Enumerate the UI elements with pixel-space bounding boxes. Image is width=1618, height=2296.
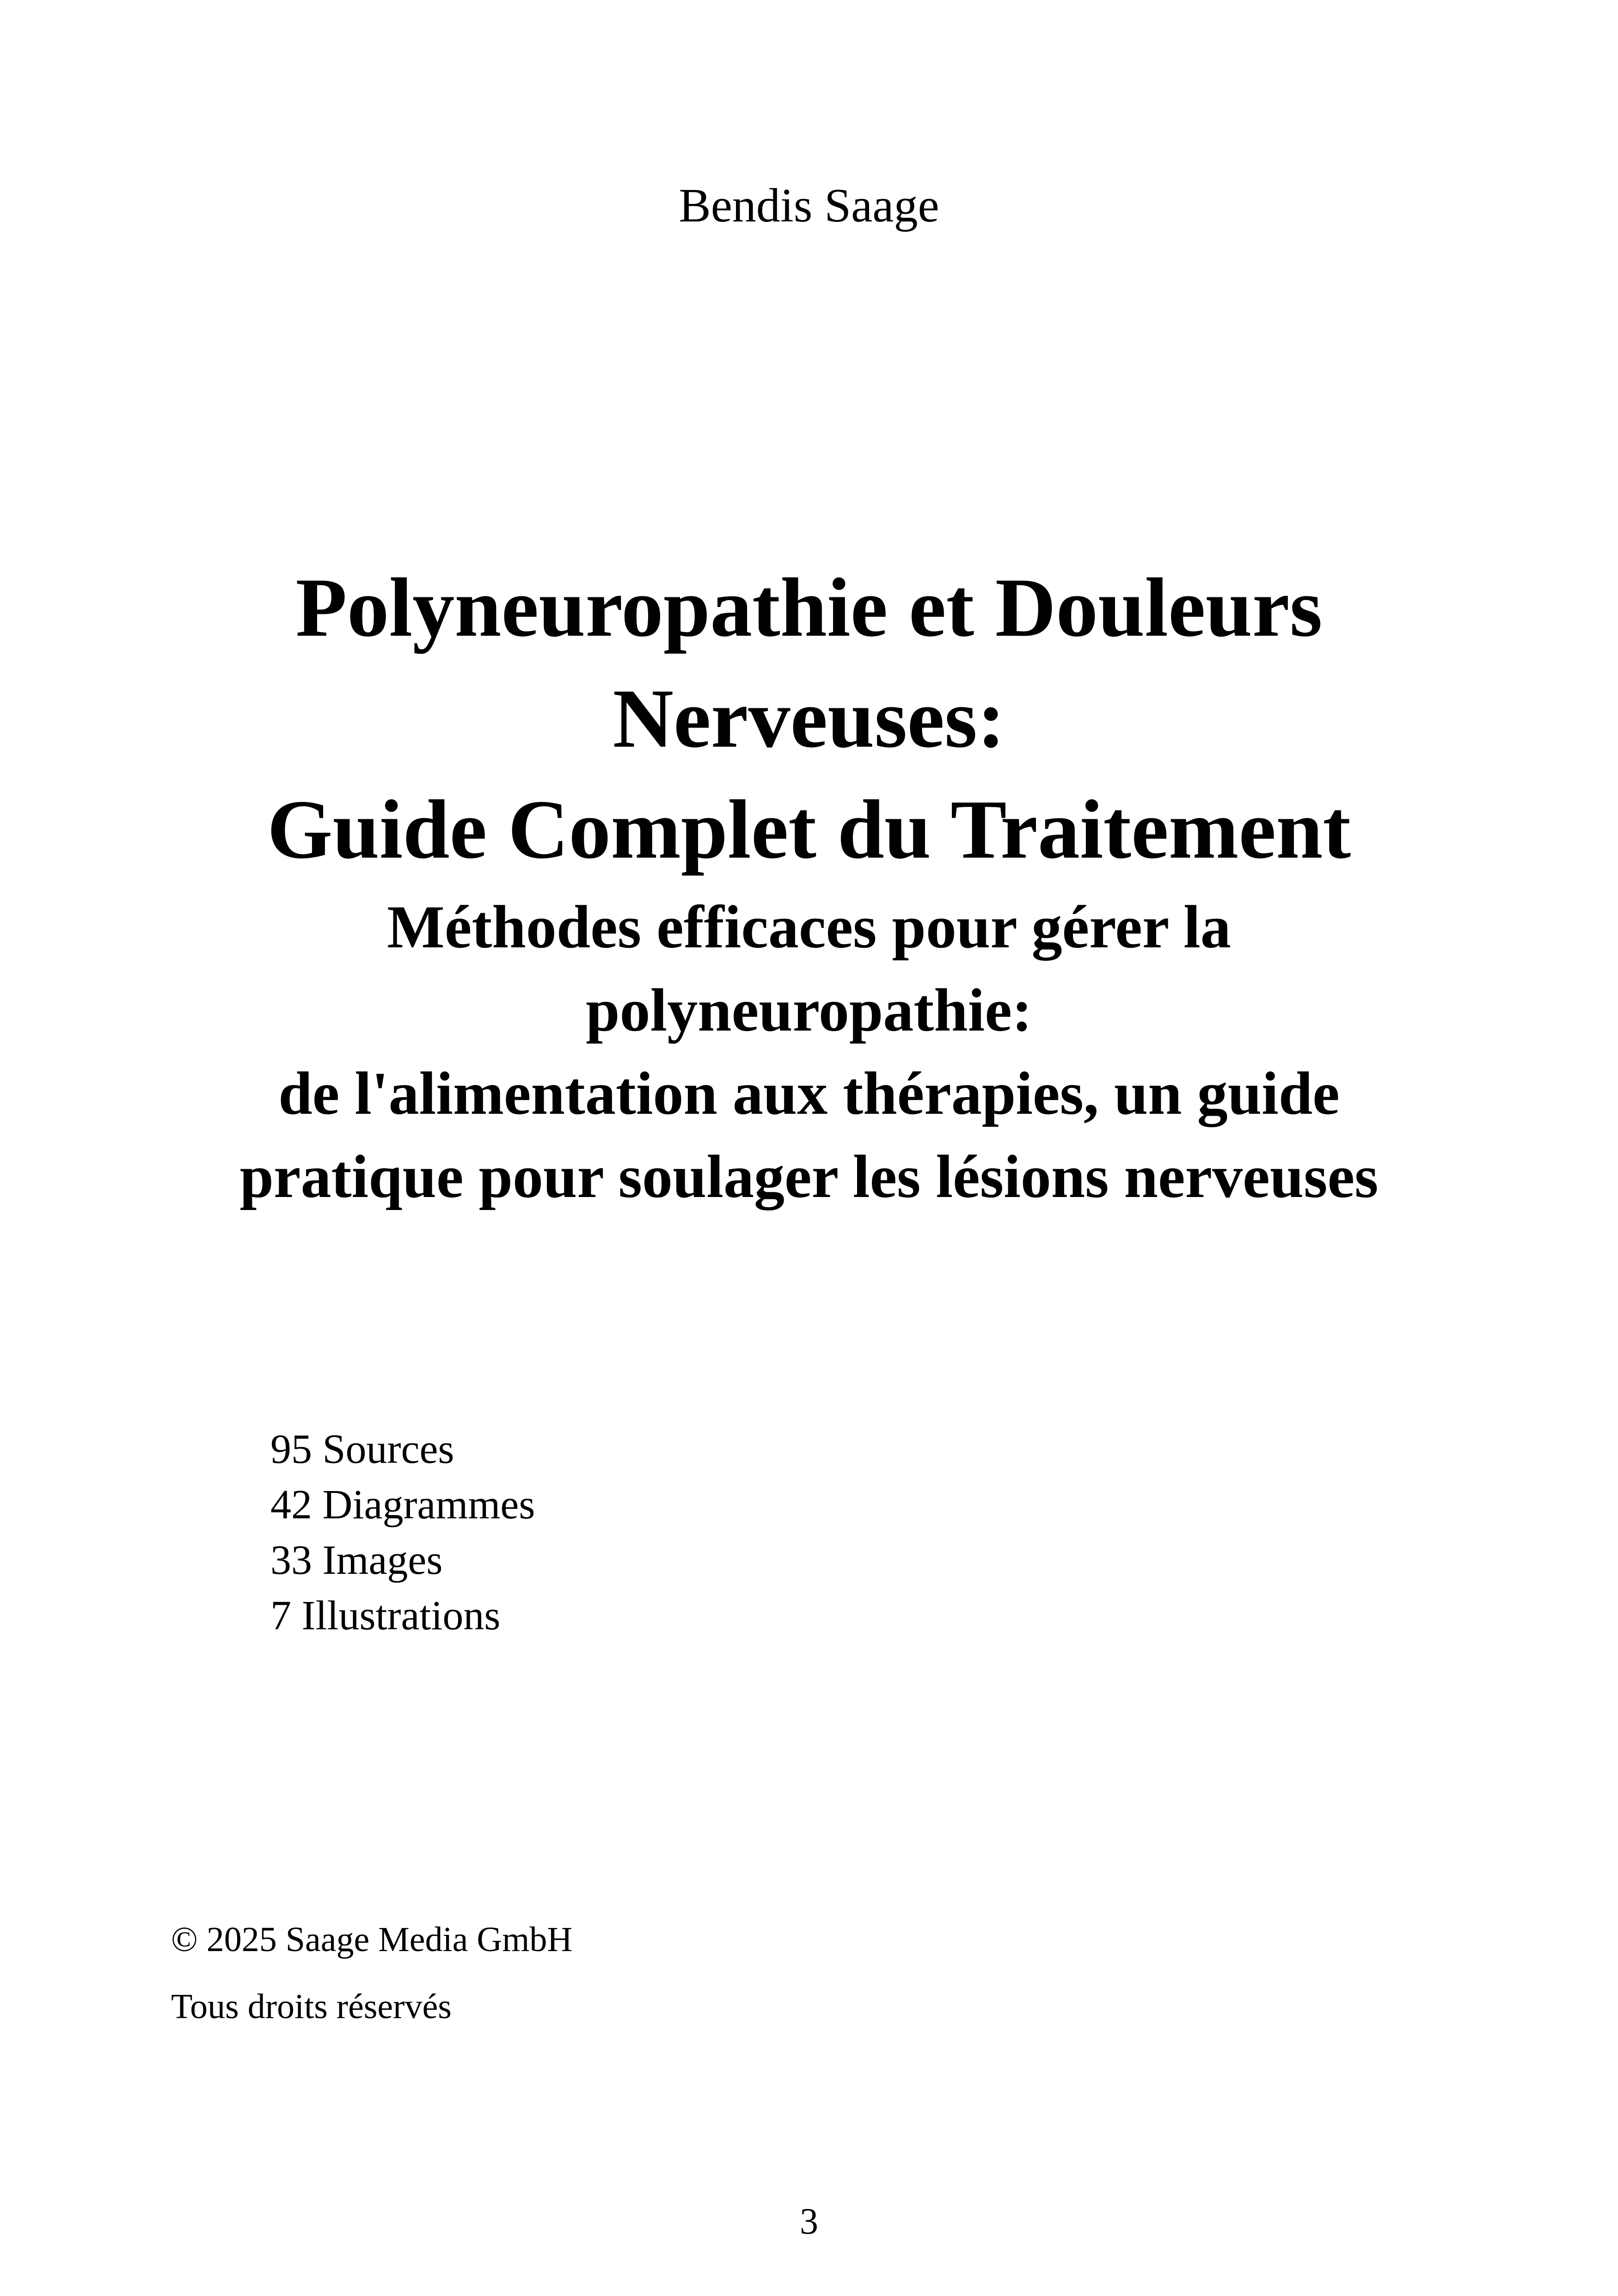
copyright-notice: © 2025 Saage Media GmbH — [171, 1920, 573, 1959]
subtitle-line-2: polyneuropathie: — [586, 976, 1032, 1044]
stat-images: 33 Images — [270, 1537, 443, 1583]
subtitle-line-3: de l'alimentation aux thérapies, un guide — [278, 1059, 1340, 1127]
rights-notice: Tous droits réservés — [171, 1987, 452, 2026]
book-title-line-2: Nerveuses: — [613, 672, 1005, 765]
stat-sources: 95 Sources — [270, 1426, 454, 1472]
title-block — [116, 553, 1502, 1218]
subtitle-block — [116, 885, 1502, 1218]
content-stats-list — [270, 1422, 535, 1644]
book-title-line-1: Polyneuropathie et Douleurs — [295, 561, 1323, 654]
author-name: Bendis Saage — [679, 179, 939, 232]
stat-illustrations: 7 Illustrations — [270, 1593, 501, 1639]
book-title-line-3: Guide Complet du Traitement — [267, 783, 1351, 876]
subtitle-line-4: pratique pour soulager les lésions nerveuses — [239, 1142, 1379, 1210]
subtitle-line-1: Méthodes efficaces pour gérer la — [387, 893, 1231, 961]
page-number: 3 — [800, 2201, 818, 2242]
stat-diagrams: 42 Diagrammes — [270, 1482, 535, 1528]
